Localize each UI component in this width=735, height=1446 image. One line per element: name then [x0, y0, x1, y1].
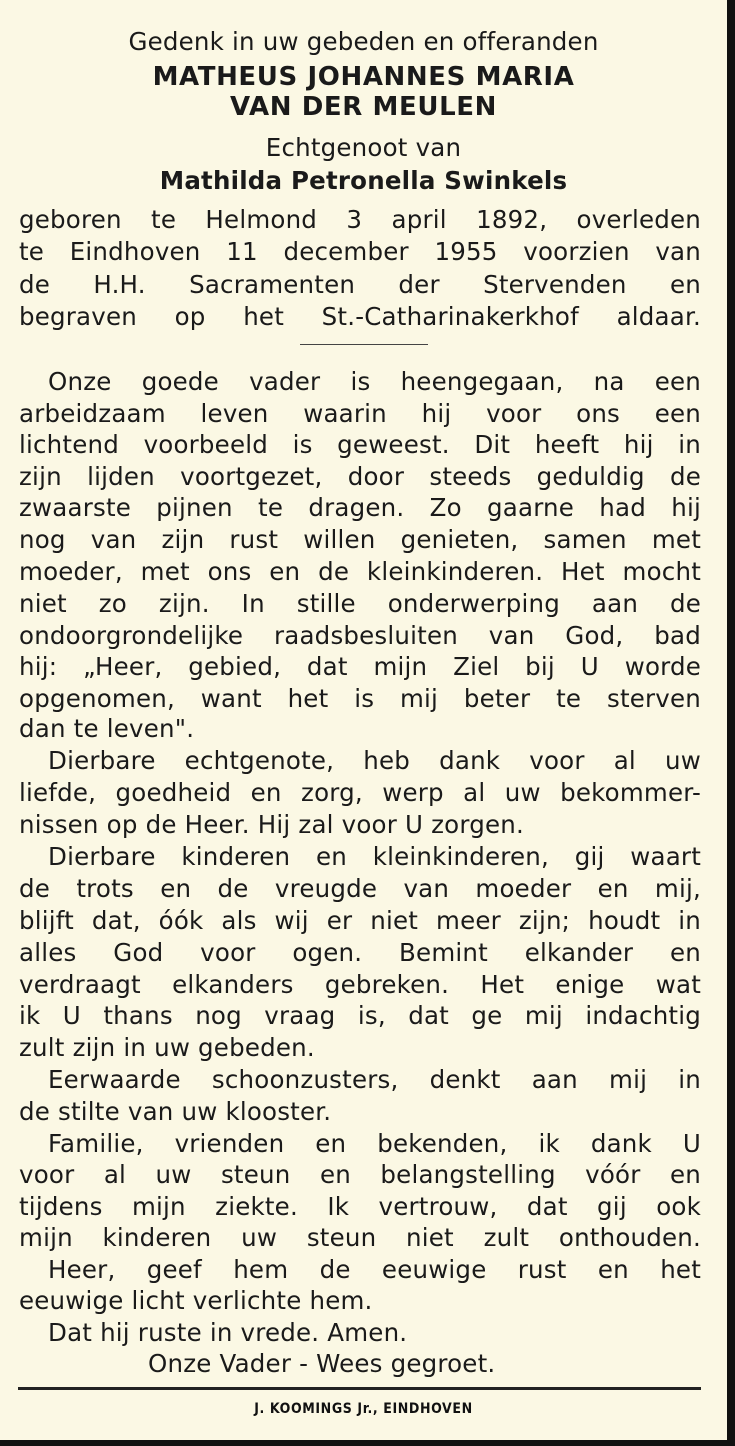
body-line: verdraagt elkanders gebreken. Het enige wat	[19, 970, 701, 999]
body-line: ondoorgrondelijke raadsbesluiten van God, bad	[19, 621, 701, 650]
body-line: Dierbare echtgenote, heb dank voor al uw	[48, 746, 701, 775]
body-line: Onze goede vader is heengegaan, na een	[48, 367, 701, 396]
body-line: tijdens mijn ziekte. Ik vertrouw, dat gij ook	[19, 1192, 701, 1221]
spouse-intro: Echtgenoot van	[265, 133, 462, 162]
printer-imprint: J. KOOMINGS Jr., EINDHOVEN	[254, 1401, 473, 1417]
details-line: de H.H. Sacramenten der Stervenden en	[19, 270, 701, 299]
body-line: hij: „Heer, gebied, dat mijn Ziel bij U worde	[19, 652, 701, 681]
body-line: opgenomen, want het is mij beter te sterven	[19, 684, 701, 713]
intro-line: Gedenk in uw gebeden en offeranden	[128, 27, 599, 56]
body-line: niet zo zijn. In stille onderwerping aan de	[19, 589, 701, 618]
body-line: nog van zijn rust willen genieten, samen met	[19, 525, 701, 554]
body-line: mijn kinderen uw steun niet zult onthouden.	[19, 1223, 701, 1252]
body-line: zult zijn in uw gebeden.	[19, 1033, 315, 1062]
body-line: Dierbare kinderen en kleinkinderen, gij waart	[48, 842, 701, 871]
body-line: nissen op de Heer. Hij zal voor U zorgen.	[19, 810, 524, 839]
body-line: Familie, vrienden en bekenden, ik dank U	[48, 1129, 701, 1158]
body-line: voor al uw steun en belangstelling vóór en	[19, 1160, 701, 1189]
body-line: zijn lijden voortgezet, door steeds geduldig de	[19, 462, 701, 491]
body-line: Heer, geef hem de eeuwige rust en het	[48, 1255, 701, 1284]
details-line: te Eindhoven 11 december 1955 voorzien van	[19, 237, 701, 266]
closing-line: Dat hij ruste in vrede. Amen.	[48, 1318, 408, 1347]
body-line: de trots en de vreugde van moeder en mij,	[19, 874, 701, 903]
body-line: dan te leven".	[19, 714, 195, 743]
prayer-line: Onze Vader - Wees gegroet.	[148, 1349, 496, 1378]
deceased-name-line-1: MATHEUS JOHANNES MARIA	[152, 62, 575, 92]
body-line: lichtend voorbeeld is geweest. Dit heeft hij in	[19, 430, 701, 459]
separator-rule	[300, 344, 428, 345]
body-line: blijft dat, óók als wij er niet meer zijn; houdt in	[19, 906, 701, 935]
body-line: arbeidzaam leven waarin hij voor ons een	[19, 399, 701, 428]
bottom-rule	[18, 1387, 701, 1390]
body-line: liefde, goedheid en zorg, werp al uw bekommer-	[19, 778, 701, 807]
body-line: moeder, met ons en de kleinkinderen. Het mocht	[19, 557, 701, 586]
body-line: de stilte van uw klooster.	[19, 1097, 332, 1126]
details-line: geboren te Helmond 3 april 1892, overleden	[19, 205, 701, 234]
body-line: zwaarste pijnen te dragen. Zo gaarne had hij	[19, 493, 701, 522]
body-line: Eerwaarde schoonzusters, denkt aan mij in	[48, 1065, 701, 1094]
spouse-name: Mathilda Petronella Swinkels	[159, 166, 568, 195]
body-line: alles God voor ogen. Bemint elkander en	[19, 938, 701, 967]
body-line: ik U thans nog vraag is, dat ge mij indachtig	[19, 1001, 701, 1030]
deceased-name-line-2: VAN DER MEULEN	[230, 92, 497, 122]
body-line: eeuwige licht verlichte hem.	[19, 1286, 373, 1315]
details-line: begraven op het St.-Catharinakerkhof aldaar.	[19, 302, 701, 331]
